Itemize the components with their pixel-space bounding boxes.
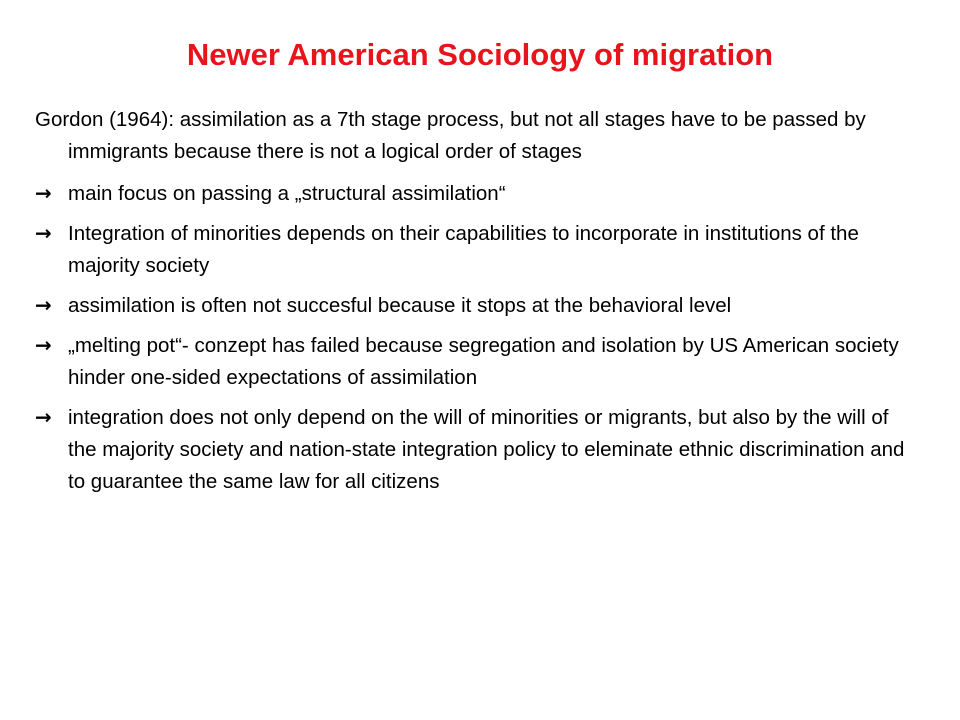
right-arrow-icon: [35, 289, 68, 321]
bullet-text: Integration of minorities depends on their capabilities to incorporate in institutions of the majority society: [68, 222, 859, 277]
bullet-text: integration does not only depend on the will of minorities or migrants, but also by the will of the majority society and nation-state integration policy to eleminate ethnic discrimination and to guarantee the same law for all citizens: [68, 406, 905, 493]
bullet-item: [35, 329, 915, 394]
slide-content: [35, 104, 915, 505]
right-arrow-icon: [35, 177, 68, 209]
bullet-text: „melting pot“- conzept has failed because segregation and isolation by US American society hinder one-sided expectations of assimilation: [68, 334, 899, 389]
slide-title: Newer American Sociology of migration: [186, 37, 774, 72]
bullet-text: assimilation is often not succesful because it stops at the behavioral level: [68, 294, 732, 317]
intro-paragraph: Gordon (1964): assimilation as a 7th stage process, but not all stages have to be passed by immigrants because there is not a logical order of stages: [35, 108, 866, 163]
bullet-item: [35, 217, 915, 282]
right-arrow-icon: [35, 329, 68, 361]
bullet-item: [35, 401, 915, 498]
bullet-item: [35, 177, 915, 210]
bullet-text: main focus on passing a „structural assimilation“: [68, 182, 506, 205]
bullet-item: [35, 289, 915, 322]
right-arrow-icon: [35, 217, 68, 249]
right-arrow-icon: [35, 401, 68, 433]
